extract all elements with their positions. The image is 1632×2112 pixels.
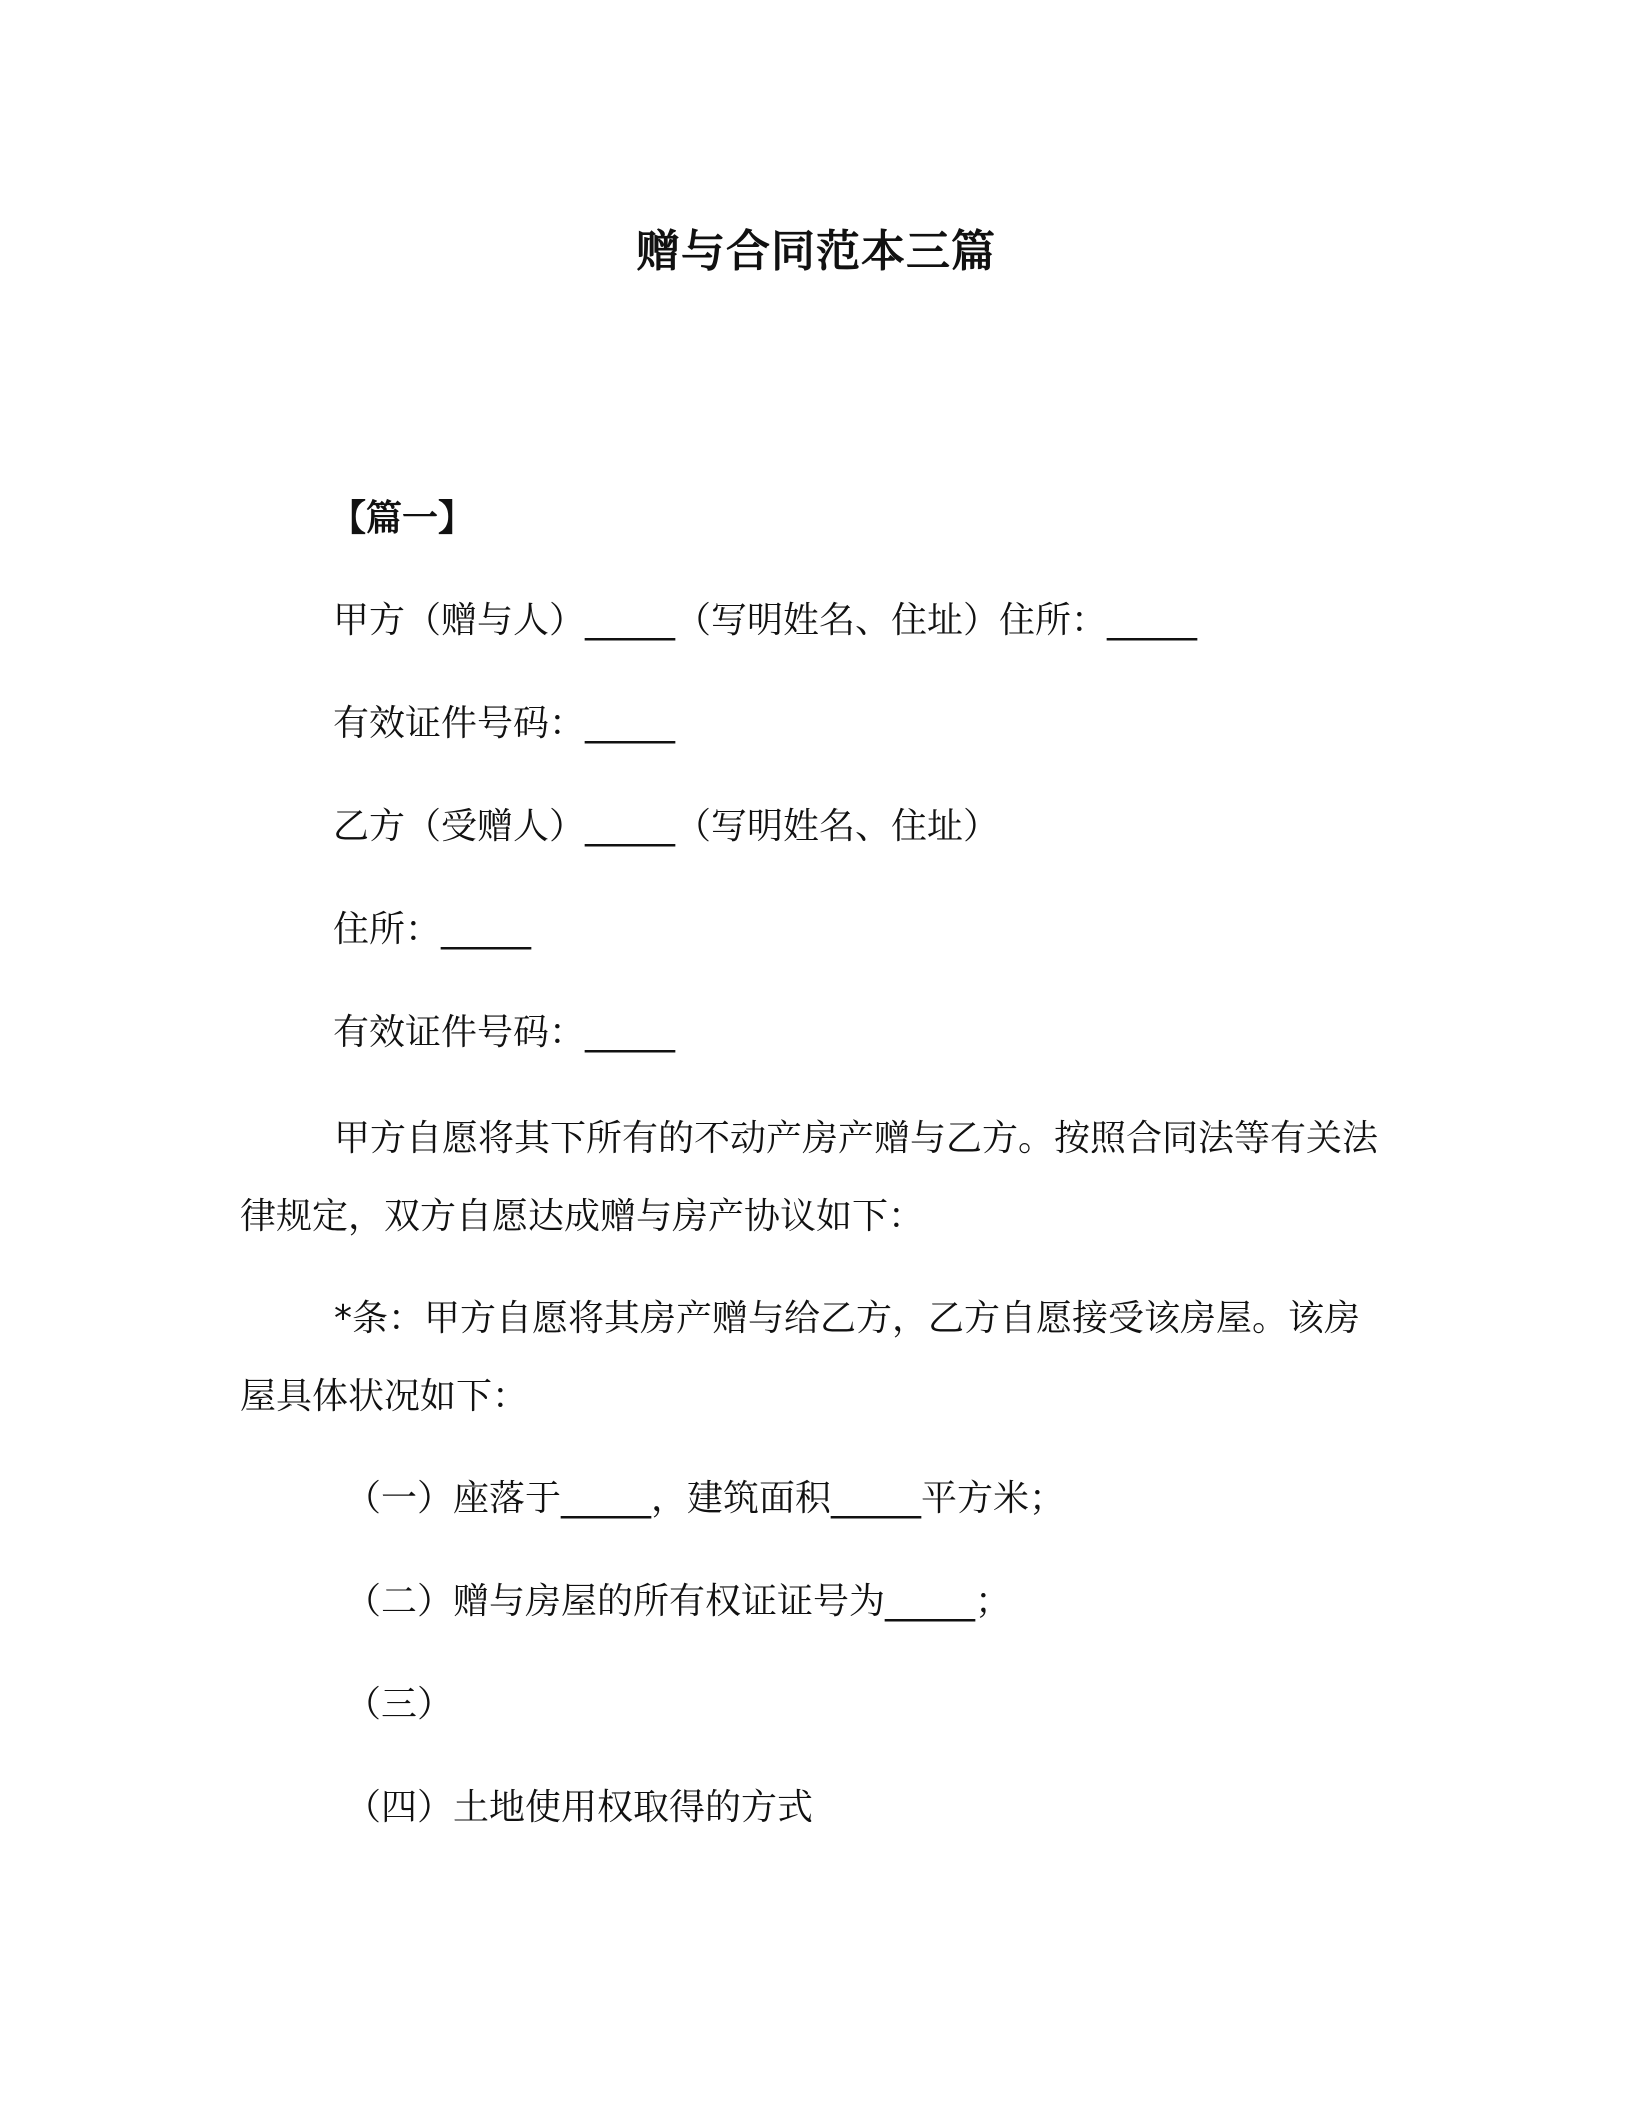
section-label: 【篇一】 [330,498,475,539]
article-one-paragraph: *条：甲方自愿将其房产赠与给乙方，乙方自愿接受该房屋。该房屋具体状况如下： [240,1298,1361,1417]
list-item-2: （二）赠与房屋的所有权证证号为_____； [345,1581,1012,1622]
party-a-line: 甲方（赠与人）_____（写明姓名、住址）住所：_____ [333,600,1198,641]
list-item-4: （四）土地使用权取得的方式 [345,1787,814,1828]
party-b-id-line: 有效证件号码：_____ [333,1012,676,1053]
list-item-1: （一）座落于_____，建筑面积_____平方米； [345,1478,1066,1519]
document-title: 赠与合同范本三篇 [636,226,996,277]
intro-paragraph: 甲方自愿将其下所有的不动产房产赠与乙方。按照合同法等有关法律规定，双方自愿达成赠与房产协议如下： [240,1118,1379,1237]
list-item-3: （三） [345,1684,454,1725]
party-a-id-line: 有效证件号码：_____ [333,703,676,744]
party-b-address-line: 住所：_____ [333,909,532,950]
party-b-line: 乙方（受赠人）_____（写明姓名、住址） [333,806,1000,847]
